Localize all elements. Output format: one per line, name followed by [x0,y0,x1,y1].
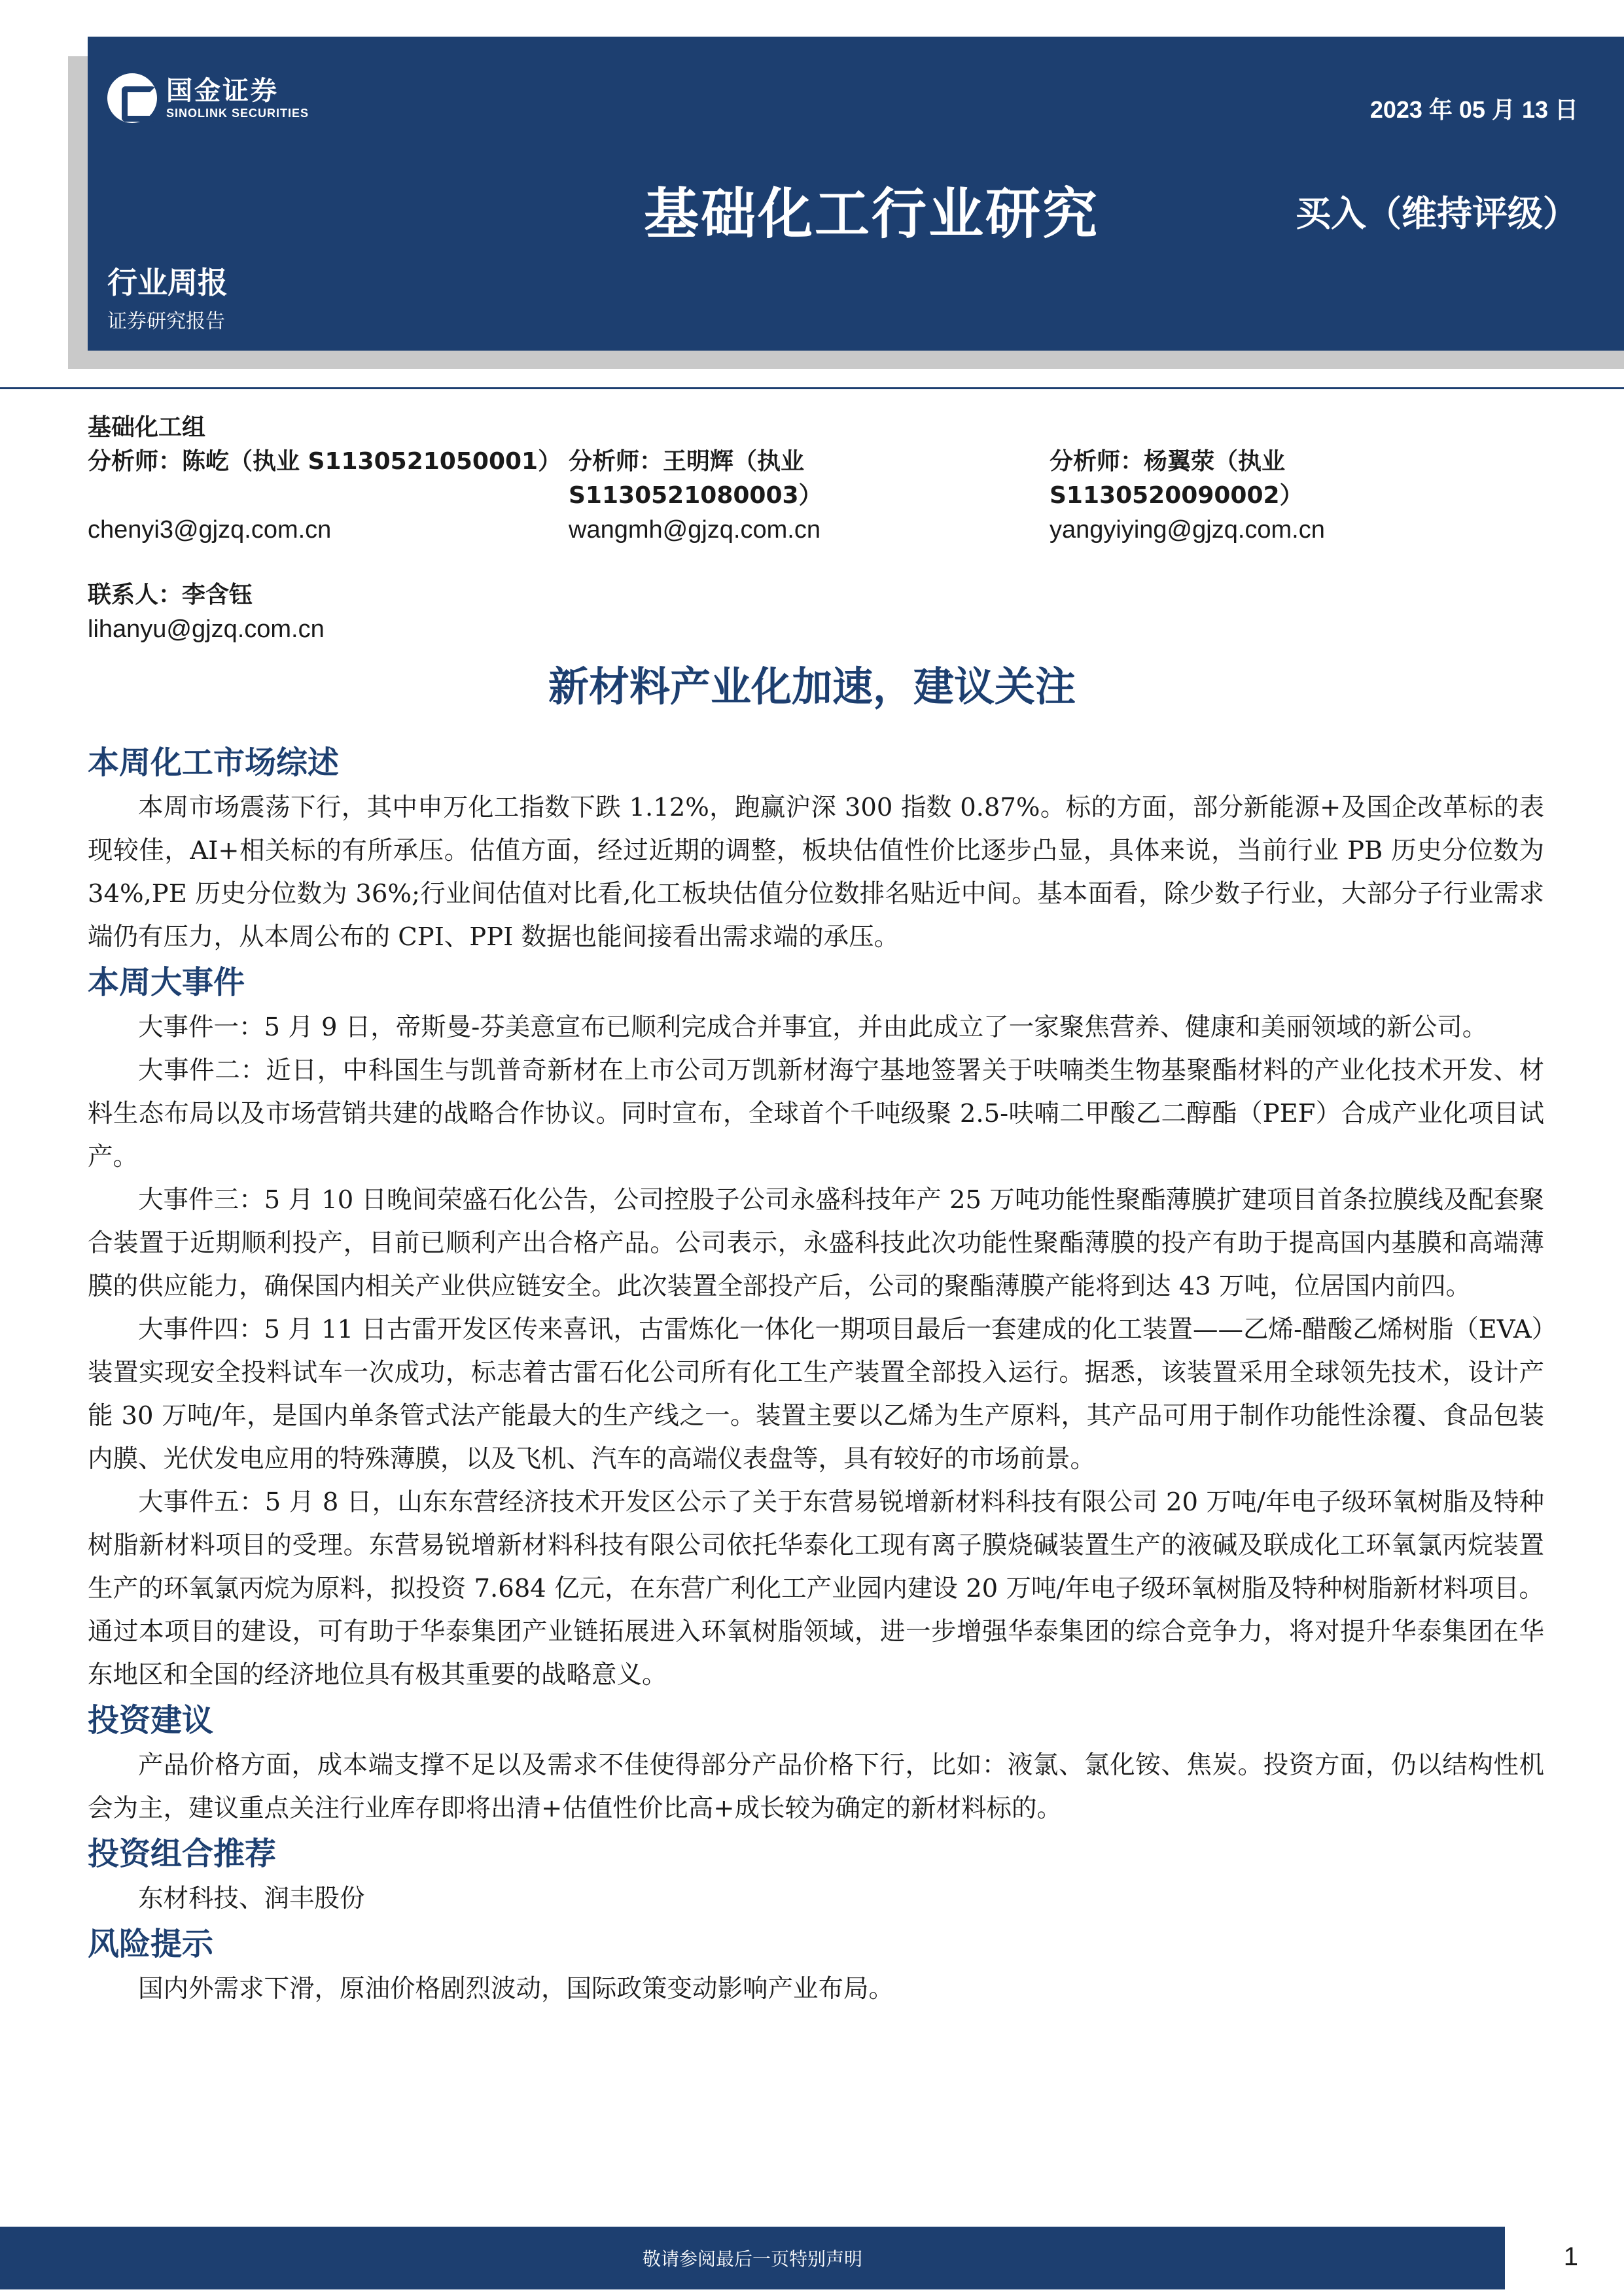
report-title: 基础化工行业研究 [644,182,1100,246]
analyst-email[interactable]: yangyiying@gjzq.com.cn [1050,516,1325,544]
group-label: 基础化工组 [88,414,206,441]
paragraph: 产品价格方面，成本端支撑不足以及需求不佳使得部分产品价格下行，比如：液氯、氯化铵、焦炭。投资方面，仍以结构性机会为主，建议重点关注行业库存即将出清+估值性价比高+成长较为确定的新材料标的。 [88,1750,1544,1823]
analyst-email[interactable]: chenyi3@gjzq.com.cn [88,516,332,544]
report-subtype: 证券研究报告 [107,310,225,333]
contact-email[interactable]: lihanyu@gjzq.com.cn [88,616,325,643]
logo-cn: 国金证券 [166,76,279,106]
analyst-email[interactable]: wangmh@gjzq.com.cn [569,516,821,544]
section-title-risk: 风险提示 [88,1926,214,1962]
analyst-block [88,411,1530,646]
paragraph: 大事件四：5 月 11 日古雷开发区传来喜讯，古雷炼化一体化一期项目最后一套建成的化工装置——乙烯-醋酸乙烯树脂（EVA）装置实现安全投料试车一次成功，标志着古雷石化公司所有化工生产装置全部投入运行。据悉，该装置采用全球领先技术，设计产能 30 万吨/年，是国内单条管式法产能最大的生产线之一。装置主要以乙烯为生产原料，其产品可用于制作功能性涂覆、食品包装内膜、光伏发电应用的特殊薄膜，以及飞机、汽车的高端仪表盘等，具有较好的市场前景。 [88,1315,1544,1474]
report-date: 2023 年 05 月 13 日 [1369,96,1578,123]
paragraph: 大事件五：5 月 8 日，山东东营经济技术开发区公示了关于东营易锐增新材料科技有限公司 20 万吨/年电子级环氧树脂及特种树脂新材料项目的受理。东营易锐增新材料科技有限公司依托华泰化工现有离子膜烧碱装置生产的液碱及联成化工环氧氯丙烷装置生产的环氧氯丙烷为原料，拟投资 7.684 亿元，在东营广利化工产业园内建设 20 万吨/年电子级环氧树脂及特种树脂新材料项目。通过本项目的建设，可有助于华泰集团产业链拓展进入环氧树脂领域，进一步增强华泰集团的综合竞争力，将对提升华泰集团在华东地区和全国的经济地位具有极其重要的战略意义。 [88,1487,1544,1690]
report-type: 行业周报 [107,265,228,300]
section-title-events: 本周大事件 [88,964,245,1001]
section-title-portfolio: 投资组合推荐 [88,1835,277,1872]
rating: 买入（维持评级） [1296,193,1578,234]
company-logo [107,73,309,123]
paragraph: 国内外需求下滑，原油价格剧烈波动，国际政策变动影响产业布局。 [138,1974,894,2004]
analyst-name: 分析师：杨翼荥（执业 S1130520090002） [1050,448,1303,509]
footer-disclaimer: 敬请参阅最后一页特别声明 [642,2248,862,2270]
paragraph: 本周市场震荡下行，其中申万化工指数下跌 1.12%，跑赢沪深 300 指数 0.87%。标的方面，部分新能源+及国企改革标的表现较佳，AI+相关标的有所承压。估值方面，经过近期的调整，板块估值性价比逐步凸显，具体来说，当前行业 PB 历史分位数为 34%,PE 历史分位数为 36%;行业间估值对比看,化工板块估值分位数排名贴近中间。基本面看，除少数子行业，大部分子行业需求端仍有压力，从本周公布的 CPI、PPI 数据也能间接看出需求端的承压。 [88,793,1544,952]
paragraph: 大事件三：5 月 10 日晚间荣盛石化公告，公司控股子公司永盛科技年产 25 万吨功能性聚酯薄膜扩建项目首条拉膜线及配套聚合装置于近期顺利投产，目前已顺利产出合格产品。公司表示，永盛科技此次功能性聚酯薄膜的投产有助于提高国内基膜和高端薄膜的供应能力，确保国内相关产业供应链安全。此次装置全部投产后，公司的聚酯薄膜产能将到达 43 万吨，位居国内前四。 [88,1185,1544,1301]
analyst-name: 分析师：陈屹（执业 S1130521050001） [88,448,562,475]
report-header [88,37,1624,351]
paragraph: 大事件二：近日，中科国生与凯普奇新材在上市公司万凯新材海宁基地签署关于呋喃类生物基聚酯材料的产业化技术开发、材料生态布局以及市场营销共建的战略合作协议。同时宣布，全球首个千吨级聚 2.5-呋喃二甲酸乙二醇酯（PEF）合成产业化项目试产。 [88,1056,1544,1172]
paragraph: 大事件一：5 月 9 日，帝斯曼-芬美意宣布已顺利完成合并事宜，并由此成立了一家聚焦营养、健康和美丽领域的新公司。 [138,1013,1488,1042]
paragraph: 东材科技、润丰股份 [138,1884,365,1913]
analyst-name: 分析师：王明辉（执业 S1130521080003） [569,448,822,509]
page-number: 1 [1563,2242,1578,2271]
logo-en: SINOLINK SECURITIES [166,107,309,120]
logo-icon [107,73,157,123]
divider-rule [0,387,1624,389]
section-title-market: 本周化工市场综述 [88,744,340,781]
footer-bar [0,2227,1505,2289]
contact-name: 联系人：李含钰 [88,582,253,608]
headline: 新材料产业化加速，建议关注 [548,663,1076,710]
section-title-advice: 投资建议 [88,1702,214,1739]
report-body [88,739,1544,2011]
